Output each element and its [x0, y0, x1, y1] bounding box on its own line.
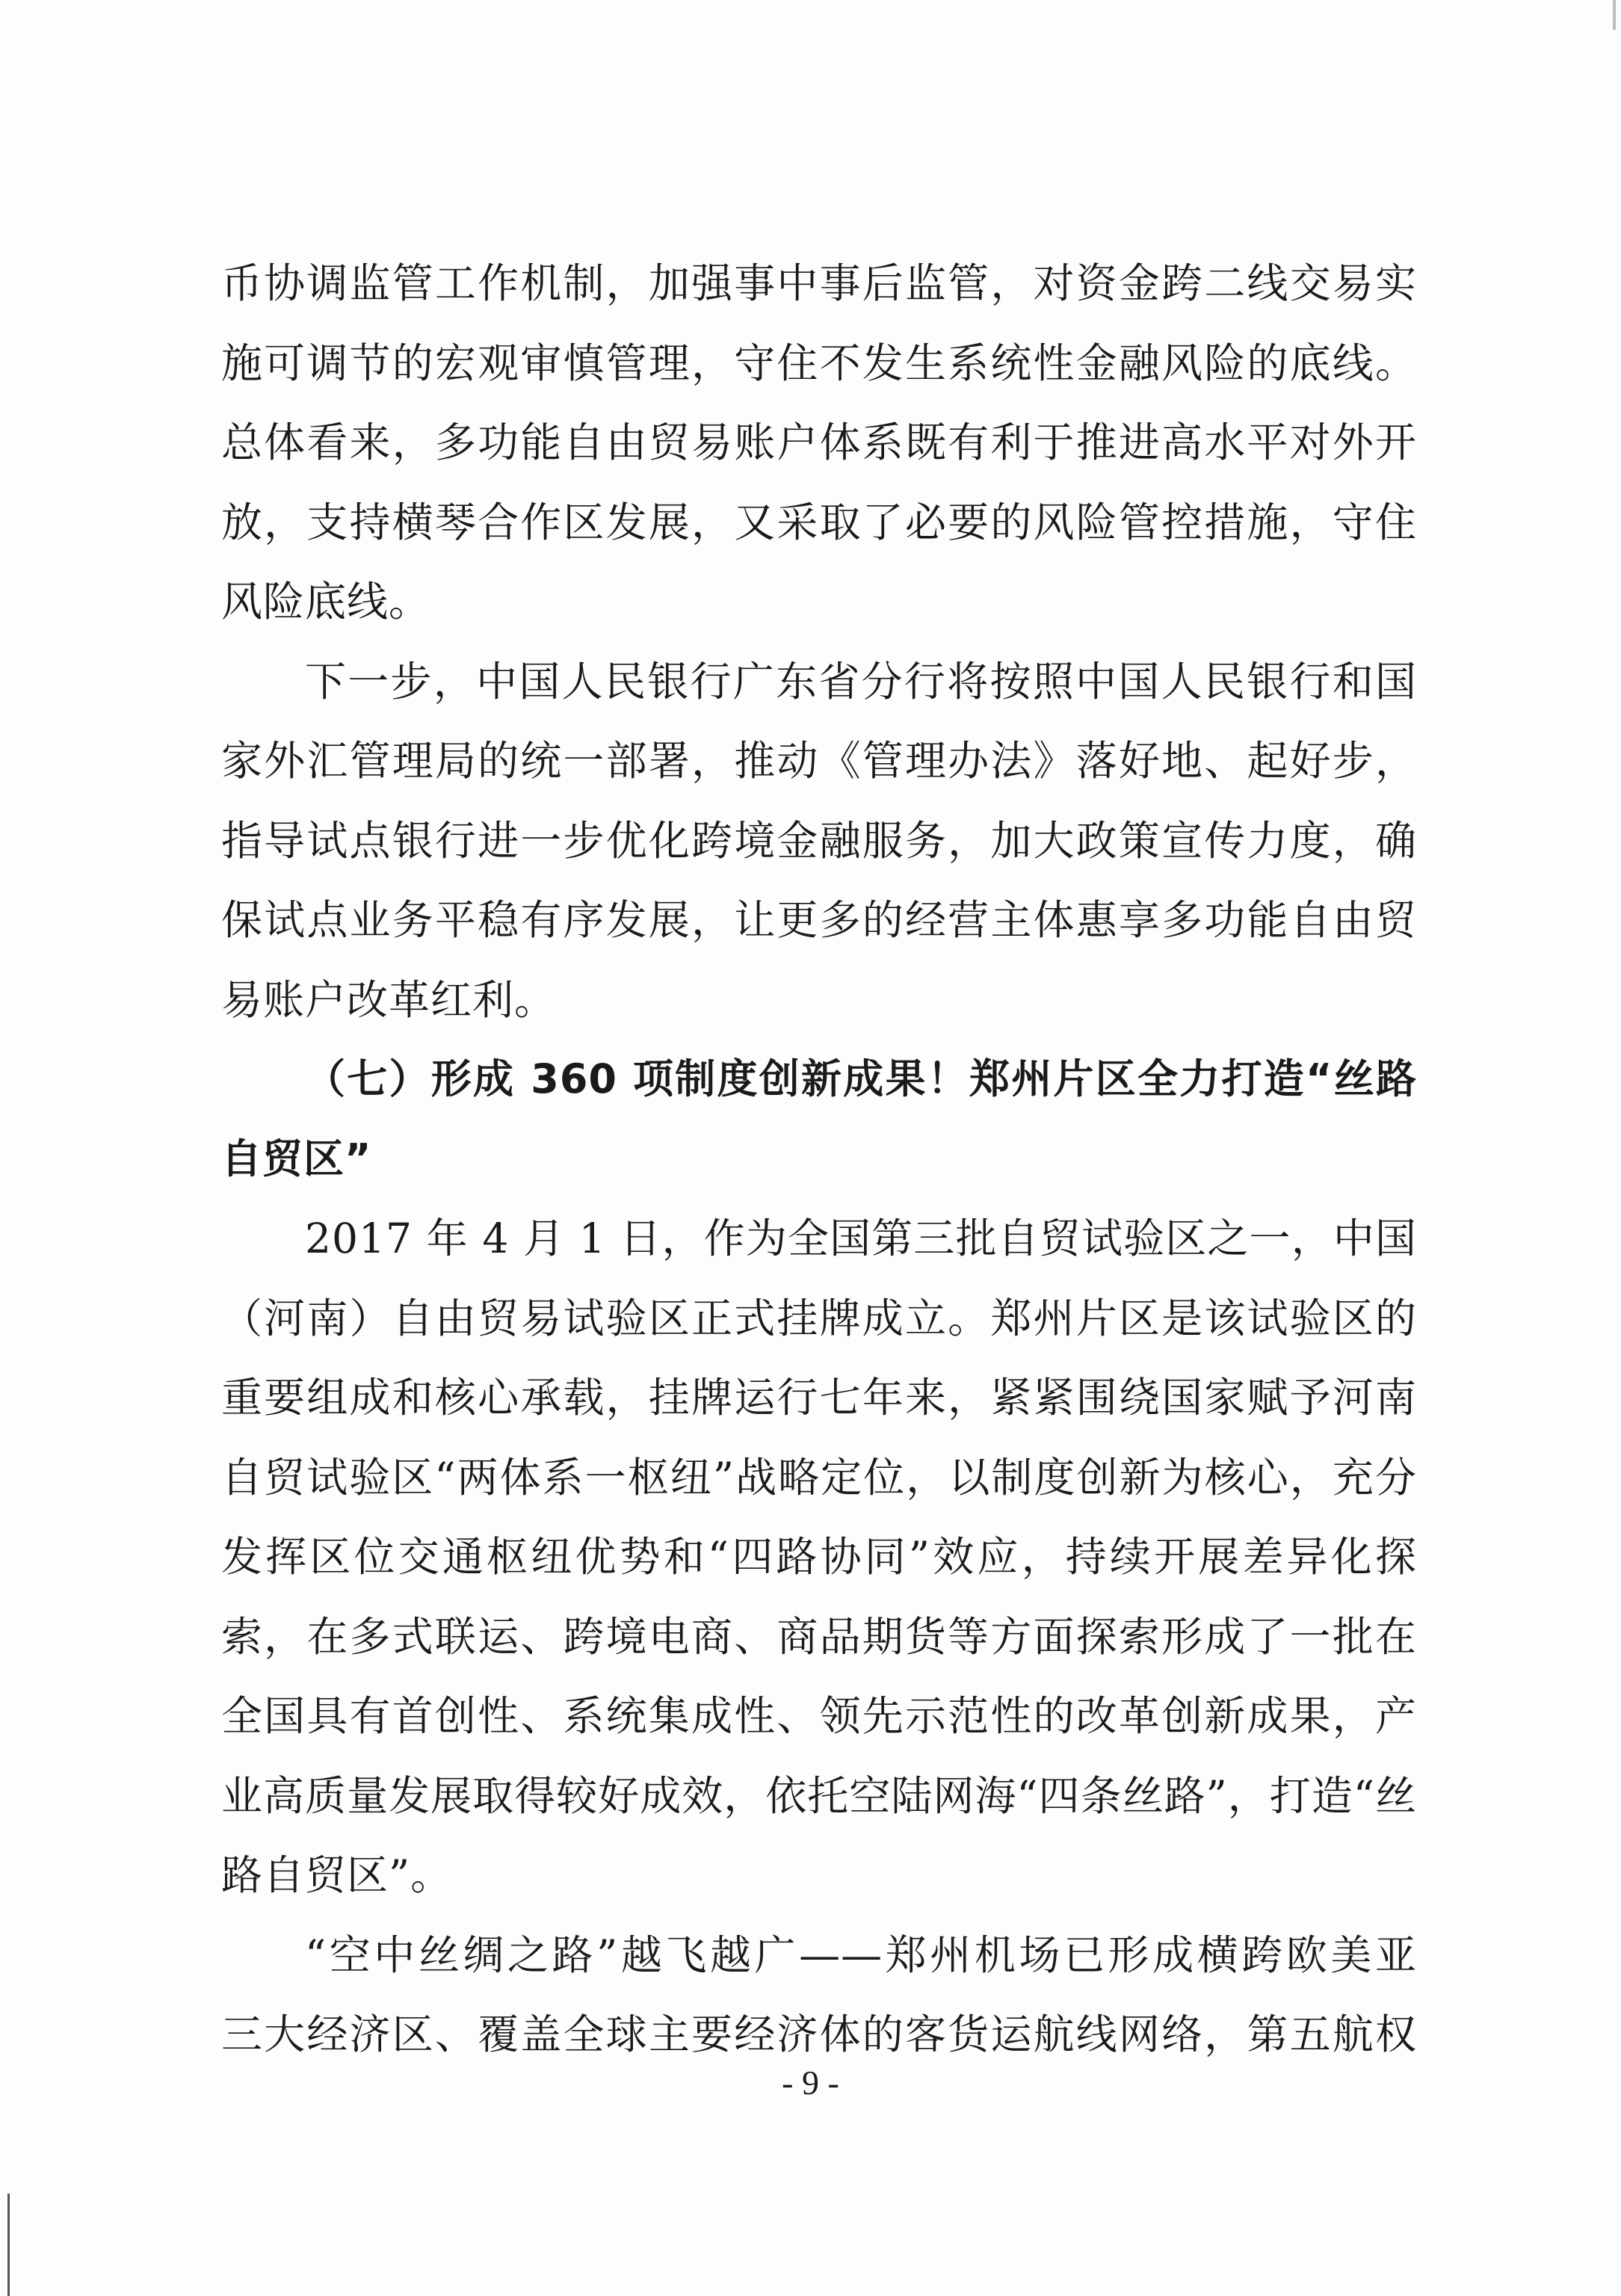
text-line: 下一步，中国人民银行广东省分行将按照中国人民银行和国	[305, 657, 1417, 706]
text-line: 易账户改革红利。	[221, 975, 557, 1024]
text-line: 指导试点银行进一步优化跨境金融服务，加大政策宣传力度，确	[221, 816, 1417, 865]
text-line: 业高质量发展取得较好成效，依托空陆网海“四条丝路”，打造“丝	[221, 1771, 1417, 1820]
text-line: （河南）自由贸易试验区正式挂牌成立。郑州片区是该试验区的	[221, 1294, 1417, 1342]
text-line: 保试点业务平稳有序发展，让更多的经营主体惠享多功能自由贸	[221, 896, 1417, 944]
text-line: 路自贸区”。	[221, 1851, 453, 1899]
text-line: 币协调监管工作机制，加强事中事后监管，对资金跨二线交易实	[221, 259, 1417, 307]
text-line: “空中丝绸之路”越飞越广——郑州机场已形成横跨欧美亚	[305, 1931, 1417, 1979]
text-line: 自贸试验区“两体系一枢纽”战略定位，以制度创新为核心，充分	[221, 1453, 1417, 1502]
body-text	[221, 244, 1417, 2075]
scan-edge-mark	[1613, 0, 1616, 30]
text-line: 索，在多式联运、跨境电商、商品期货等方面探索形成了一批在	[221, 1612, 1417, 1661]
scan-edge-mark	[7, 2194, 10, 2296]
text-line: 施可调节的宏观审慎管理，守住不发生系统性金融风险的底线。	[221, 339, 1417, 387]
text-line: 三大经济区、覆盖全球主要经济体的客货运航线网络，第五航权	[221, 2010, 1417, 2058]
text-line: 全国具有首创性、系统集成性、领先示范性的改革创新成果，产	[221, 1692, 1417, 1740]
text-line: 发挥区位交通枢纽优势和“四路协同”效应，持续开展差异化探	[221, 1533, 1417, 1581]
section-heading: （七）形成 360 项制度创新成果！郑州片区全力打造“丝路	[305, 1055, 1417, 1102]
text-line: 2017 年 4 月 1 日，作为全国第三批自贸试验区之一，中国	[305, 1215, 1417, 1262]
text-line: 重要组成和核心承载，挂牌运行七年来，紧紧围绕国家赋予河南	[221, 1374, 1417, 1422]
text-line: 放，支持横琴合作区发展，又采取了必要的风险管控措施，守住	[221, 498, 1417, 546]
text-line: 总体看来，多功能自由贸易账户体系既有利于推进高水平对外开	[221, 419, 1417, 466]
text-line: 风险底线。	[221, 578, 431, 626]
page-number: - 9 -	[782, 2064, 839, 2102]
text-line: 家外汇管理局的统一部署，推动《管理办法》落好地、起好步，	[221, 737, 1417, 785]
section-heading: 自贸区”	[221, 1135, 372, 1182]
